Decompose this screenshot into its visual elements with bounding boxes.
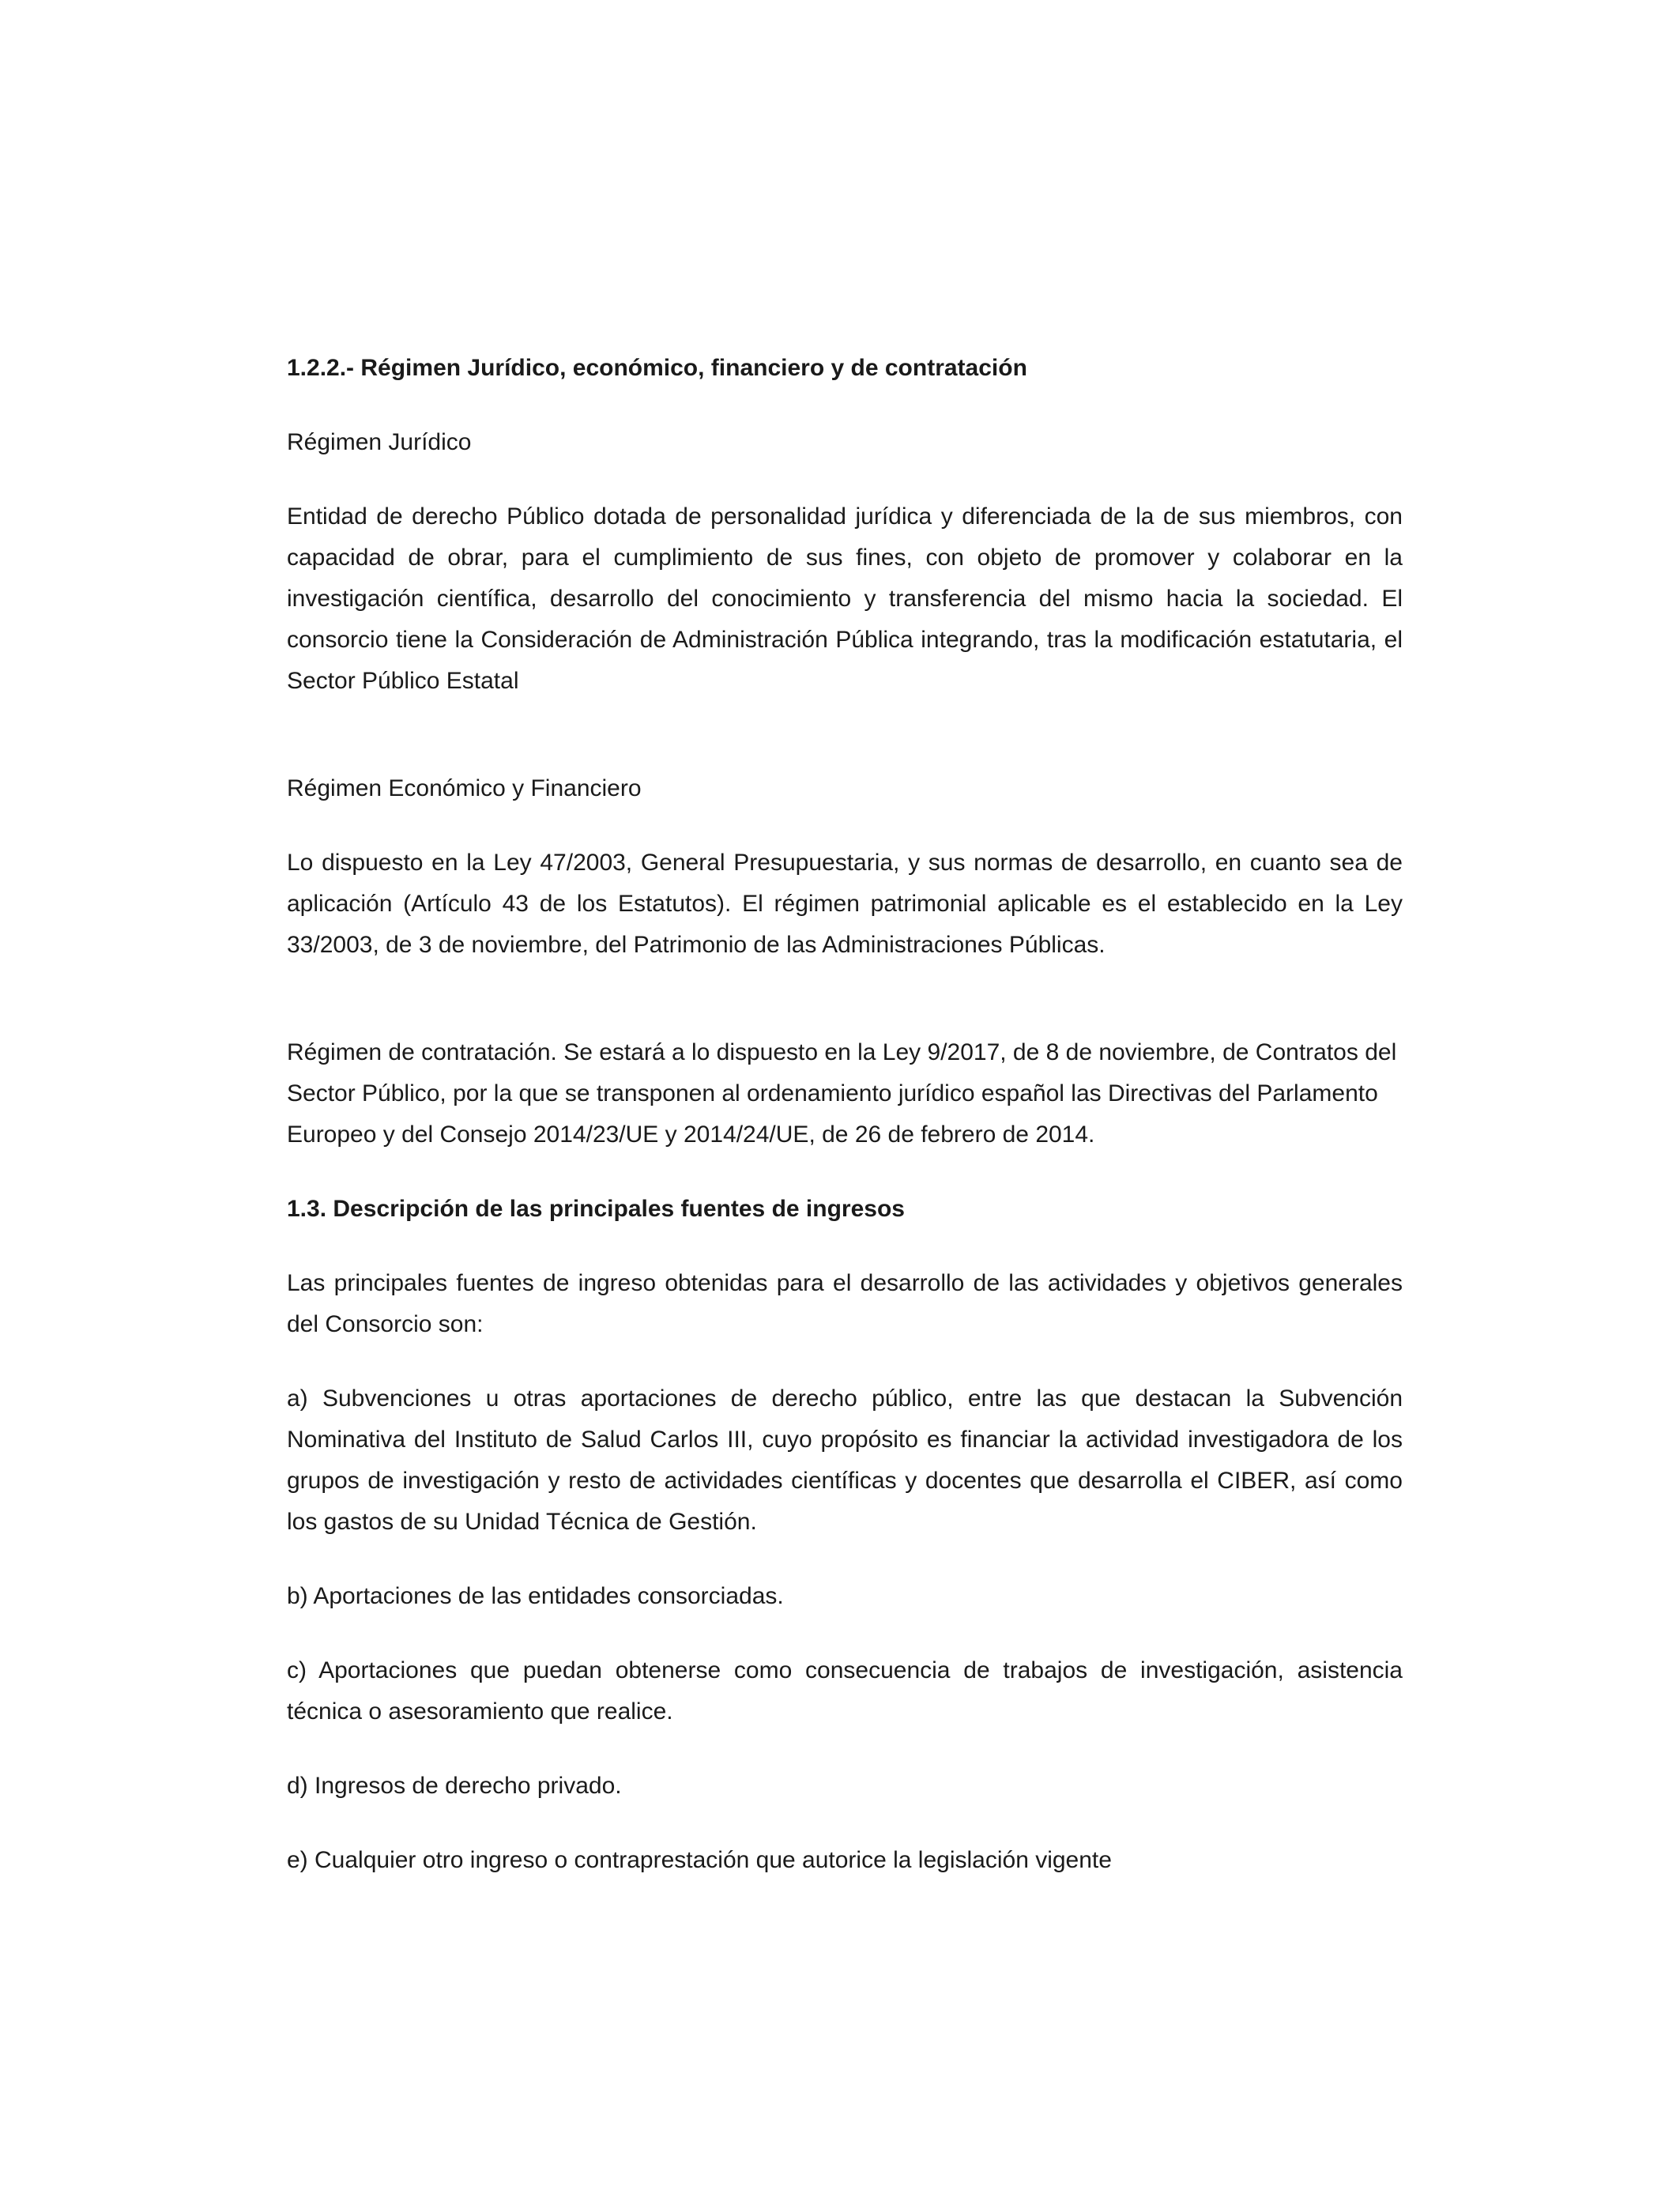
fuente-item-d: d) Ingresos de derecho privado. — [287, 1773, 622, 1799]
regimen-juridico-label: Régimen Jurídico — [287, 429, 472, 455]
regimen-juridico-paragraph: Entidad de derecho Público dotada de personalidad jurídica y diferenciada de la de sus miembros, con capacidad de obrar, para el cumplimiento de sus fines, con objeto de promover y colaborar en la investigación científica, desarrollo del conocimiento y transferencia del mismo hacia la sociedad. El consorcio tiene la Consideración de Administración Pública integrando, tras la modificación estatutaria, el Sector Público Estatal — [287, 503, 1403, 694]
fuente-item-e: e) Cualquier otro ingreso o contraprestación que autorice la legislación vigente — [287, 1847, 1112, 1873]
regimen-economico-label: Régimen Económico y Financiero — [287, 775, 642, 801]
regimen-contratacion-paragraph: Régimen de contratación. Se estará a lo dispuesto en la Ley 9/2017, de 8 de noviembre, de Contratos del Sector Público, por la que se transponen al ordenamiento jurídico español las Directivas del Parlamento Europeo y del Consejo 2014/23/UE y 2014/24/UE, de 26 de febrero de 2014. — [287, 1039, 1397, 1148]
fuente-item-b: b) Aportaciones de las entidades consorciadas. — [287, 1583, 784, 1609]
fuente-item-a: a) Subvenciones u otras aportaciones de derecho público, entre las que destacan la Subvención Nominativa del Instituto de Salud Carlos III, cuyo propósito es financiar la actividad investigadora de los grupos de investigación y resto de actividades científicas y docentes que desarrolla el CIBER, así como los gastos de su Unidad Técnica de Gestión. — [287, 1385, 1403, 1535]
section-heading-1-3: 1.3. Descripción de las principales fuentes de ingresos — [287, 1196, 905, 1222]
fuentes-intro-paragraph: Las principales fuentes de ingreso obtenidas para el desarrollo de las actividades y objetivos generales del Consorcio son: — [287, 1270, 1403, 1337]
regimen-economico-paragraph: Lo dispuesto en la Ley 47/2003, General Presupuestaria, y sus normas de desarrollo, en cuanto sea de aplicación (Artículo 43 de los Estatutos). El régimen patrimonial aplicable es el establecido en la Ley 33/2003, de 3 de noviembre, del Patrimonio de las Administraciones Públicas. — [287, 850, 1403, 958]
document-content — [287, 348, 1403, 1914]
fuente-item-c: c) Aportaciones que puedan obtenerse como consecuencia de trabajos de investigación, asistencia técnica o asesoramiento que realice. — [287, 1657, 1403, 1725]
section-heading-1-2-2: 1.2.2.- Régimen Jurídico, económico, financiero y de contratación — [287, 355, 1027, 381]
